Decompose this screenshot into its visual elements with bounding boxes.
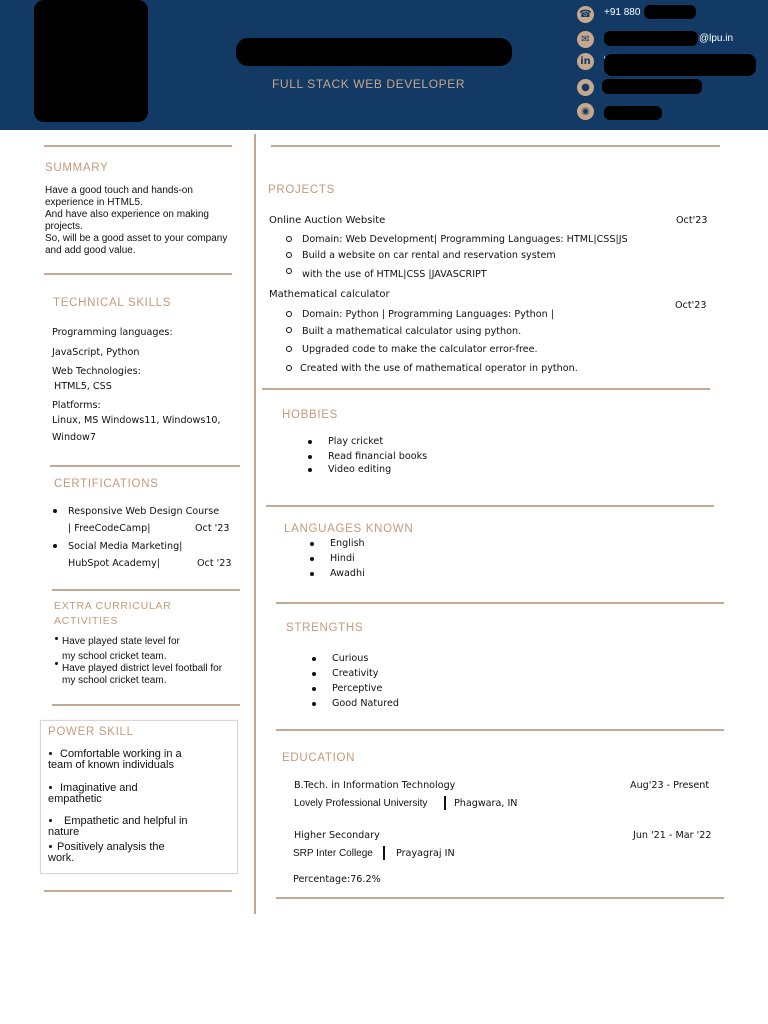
cert-line: Responsive Web Design Course bbox=[68, 506, 220, 517]
summary-line: experience in HTML5. bbox=[45, 197, 143, 208]
extra-title: ACTIVITIES bbox=[54, 615, 119, 627]
summary-line: So, will be a good asset to your company bbox=[45, 233, 228, 244]
redacted-email bbox=[604, 31, 698, 46]
language-item: Hindi bbox=[330, 553, 355, 564]
project-bullet: Domain: Python | Programming Languages: Python | bbox=[302, 309, 554, 320]
education-place: Phagwara, IN bbox=[454, 798, 518, 809]
education-school: Lovely Professional University bbox=[294, 798, 428, 809]
power-skill-title: POWER SKILL bbox=[48, 726, 134, 738]
column-divider bbox=[254, 134, 256, 914]
project-date: Oct'23 bbox=[676, 215, 708, 226]
email-icon: ✉ bbox=[577, 31, 594, 48]
strength-item: Good Natured bbox=[332, 698, 399, 709]
divider bbox=[262, 388, 710, 390]
bullet bbox=[49, 819, 52, 822]
github-icon: ◉ bbox=[577, 103, 594, 120]
bullet bbox=[312, 672, 316, 676]
bullet bbox=[308, 440, 312, 444]
hobby-item: Video editing bbox=[328, 464, 392, 475]
divider bbox=[52, 704, 240, 706]
strength-item: Curious bbox=[332, 653, 369, 664]
extra-title: EXTRA CURRICULAR bbox=[54, 600, 172, 612]
education-place: Prayagraj IN bbox=[396, 848, 455, 859]
summary-line: Have a good touch and hands-on bbox=[45, 185, 193, 196]
cert-date: Oct '23 bbox=[195, 523, 230, 534]
phone-icon: ☎ bbox=[577, 6, 594, 23]
education-date: Jun '21 - Mar '22 bbox=[633, 830, 712, 841]
power-skill-line: Imaginative and bbox=[60, 782, 138, 794]
project-date: Oct'23 bbox=[675, 300, 707, 311]
divider bbox=[44, 890, 232, 892]
skills-label: Web Technologies: bbox=[52, 366, 141, 377]
bullet bbox=[55, 662, 58, 665]
project-bullet: Upgraded code to make the calculator error-free. bbox=[302, 344, 538, 355]
divider bbox=[52, 589, 240, 591]
bullet bbox=[286, 252, 292, 258]
language-item: Awadhi bbox=[330, 568, 365, 579]
location-icon: ● bbox=[577, 79, 594, 96]
language-item: English bbox=[330, 538, 365, 549]
separator-bar bbox=[444, 796, 446, 810]
education-date: Aug'23 - Present bbox=[630, 780, 710, 791]
hobby-item: Play cricket bbox=[328, 436, 384, 447]
project-bullet: Built a mathematical calculator using python. bbox=[302, 326, 522, 337]
certifications-title: CERTIFICATIONS bbox=[54, 478, 159, 490]
project-bullet: Build a website on car rental and reservation system bbox=[302, 250, 556, 261]
divider bbox=[276, 897, 724, 899]
cert-line: Social Media Marketing| bbox=[68, 541, 183, 552]
bullet bbox=[310, 542, 314, 546]
cert-line: | FreeCodeCamp| bbox=[68, 523, 151, 534]
divider bbox=[44, 145, 232, 147]
project-name: Online Auction Website bbox=[269, 215, 386, 226]
project-name: Mathematical calculator bbox=[269, 289, 390, 300]
contact-email[interactable]: @lpu.in bbox=[699, 33, 734, 44]
bullet bbox=[286, 365, 292, 371]
bullet bbox=[310, 557, 314, 561]
power-skill-line: Positively analysis the bbox=[57, 841, 165, 853]
contact-phone: +91 880 bbox=[604, 7, 641, 18]
extra-line: Have played district level football for bbox=[62, 663, 223, 674]
hobbies-title: HOBBIES bbox=[282, 409, 339, 421]
education-school: SRP Inter College bbox=[293, 848, 373, 859]
extra-line: my school cricket team. bbox=[62, 651, 167, 662]
education-degree: B.Tech. in Information Technology bbox=[294, 780, 456, 791]
redacted-github bbox=[604, 106, 662, 120]
summary-line: and add good value. bbox=[45, 245, 136, 256]
power-skill-line: Comfortable working in a bbox=[60, 748, 182, 760]
extra-line: Have played state level for bbox=[62, 636, 180, 647]
bullet bbox=[55, 637, 58, 640]
bullet bbox=[286, 327, 292, 333]
strengths-title: STRENGTHS bbox=[286, 622, 364, 634]
bullet bbox=[308, 468, 312, 472]
bullet bbox=[286, 346, 292, 352]
bullet bbox=[308, 455, 312, 459]
strength-item: Perceptive bbox=[332, 683, 383, 694]
power-skill-line: Empathetic and helpful in bbox=[64, 815, 188, 827]
bullet bbox=[312, 687, 316, 691]
projects-title: PROJECTS bbox=[268, 184, 335, 196]
power-skill-line: empathetic bbox=[48, 793, 102, 805]
job-title: FULL STACK WEB DEVELOPER bbox=[272, 77, 466, 91]
bullet bbox=[310, 572, 314, 576]
extra-line: my school cricket team. bbox=[62, 675, 167, 686]
redacted-photo bbox=[34, 0, 148, 122]
bullet bbox=[286, 268, 292, 274]
project-bullet: with the use of HTML|CSS |JAVASCRIPT bbox=[302, 269, 487, 280]
skills-value: Linux, MS Windows11, Windows10, bbox=[52, 415, 221, 426]
skills-value: JavaScript, Python bbox=[52, 347, 140, 358]
strength-item: Creativity bbox=[332, 668, 379, 679]
bullet bbox=[286, 236, 292, 242]
education-degree: Higher Secondary bbox=[294, 830, 380, 841]
summary-line: projects. bbox=[45, 221, 83, 232]
skills-value: HTML5, CSS bbox=[54, 381, 112, 392]
divider bbox=[271, 145, 720, 147]
divider bbox=[276, 602, 724, 604]
divider bbox=[50, 465, 240, 467]
bullet bbox=[312, 657, 316, 661]
technical-skills-title: TECHNICAL SKILLS bbox=[53, 297, 172, 309]
bullet bbox=[53, 544, 57, 548]
bullet bbox=[49, 845, 52, 848]
bullet bbox=[312, 702, 316, 706]
divider bbox=[44, 273, 232, 275]
skills-value: Window7 bbox=[52, 432, 96, 443]
summary-line: And have also experience on making bbox=[45, 209, 209, 220]
divider bbox=[266, 505, 714, 507]
power-skill-line: team of known individuals bbox=[48, 759, 174, 771]
bullet bbox=[53, 509, 57, 513]
power-skill-line: work. bbox=[48, 852, 75, 864]
linkedin-icon: in bbox=[577, 53, 594, 70]
languages-title: LANGUAGES KNOWN bbox=[284, 523, 414, 535]
skills-label: Platforms: bbox=[52, 400, 101, 411]
project-bullet: Created with the use of mathematical operator in python. bbox=[300, 363, 578, 374]
bullet bbox=[49, 786, 52, 789]
summary-title: SUMMARY bbox=[45, 162, 109, 174]
education-title: EDUCATION bbox=[282, 752, 356, 764]
cert-line: HubSpot Academy| bbox=[68, 558, 161, 569]
power-skill-line: nature bbox=[48, 826, 80, 838]
project-bullet: Domain: Web Development| Programming Languages: HTML|CSS|JS bbox=[302, 234, 628, 245]
bullet bbox=[286, 311, 292, 317]
hobby-item: Read financial books bbox=[328, 451, 428, 462]
skills-label: Programming languages: bbox=[52, 327, 173, 338]
redacted-phone bbox=[644, 5, 696, 19]
education-percentage: Percentage:76.2% bbox=[293, 874, 381, 885]
redacted-name bbox=[236, 38, 512, 66]
redacted-linkedin bbox=[604, 54, 756, 76]
separator-bar bbox=[383, 846, 385, 860]
divider bbox=[276, 729, 724, 731]
redacted-location bbox=[602, 79, 702, 94]
cert-date: Oct '23 bbox=[197, 558, 232, 569]
bullet bbox=[49, 752, 52, 755]
